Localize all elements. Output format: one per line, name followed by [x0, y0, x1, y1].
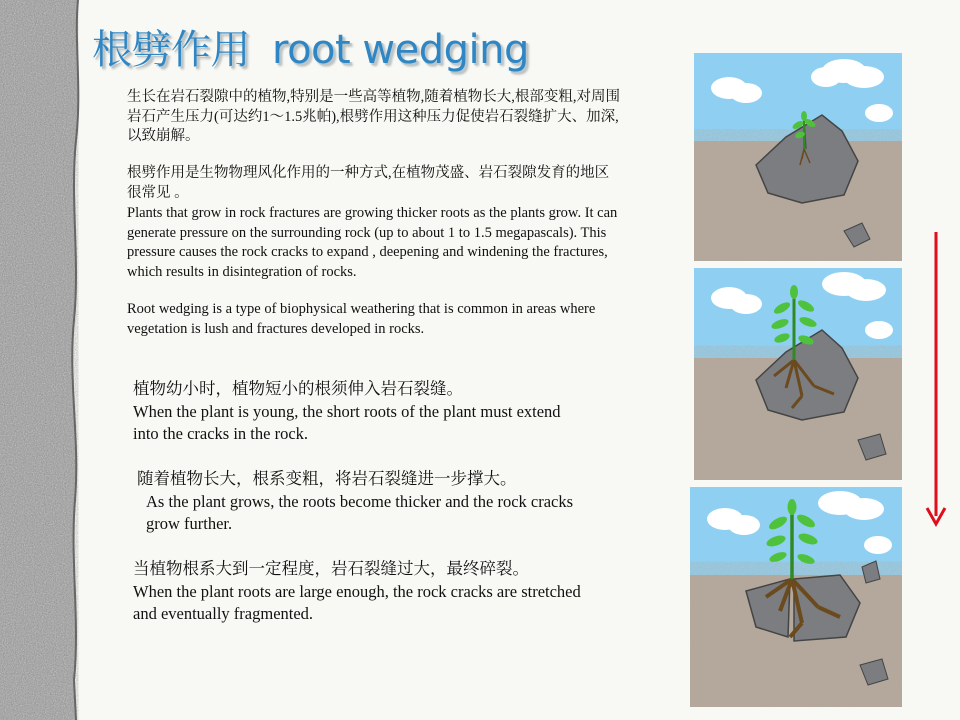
stage-2-picture: [694, 268, 902, 480]
stage-2-en: As the plant grows, the roots become thicker and the rock cracks grow further.: [146, 491, 574, 533]
slide-title: [92, 24, 529, 76]
stage-3-cn: 当植物根系大到一定程度，岩石裂缝过大，最终碎裂。: [133, 559, 529, 578]
stage-1-cn: 植物幼小时，植物短小的根须伸入岩石裂缝。: [133, 379, 463, 398]
stage-1-picture: [694, 53, 902, 261]
intro-paragraph-cn: 生长在岩石裂隙中的植物,特别是一些高等植物,随着植物长大,根部变粗,对周围岩石产生压力(可达约1～1.5兆帕),根劈作用这种压力促使岩石裂缝扩大、加深,以致崩解。: [127, 89, 620, 144]
stage-3-illustration: [690, 487, 902, 707]
title-cn: 根劈作用: [92, 27, 250, 73]
stage-1-illustration: [694, 53, 902, 261]
stage-3-caption: [133, 558, 583, 626]
stage-2-caption: [133, 468, 583, 536]
stage-3-en: When the plant roots are large enough, the rock cracks are stretched and eventually fragmented.: [133, 581, 581, 623]
stage-1-en: When the plant is young, the short roots of the plant must extend into the cracks in the rock.: [133, 401, 561, 443]
title-en: root wedging: [272, 27, 529, 73]
intro-paragraph-en: Plants that grow in rock fractures are growing thicker roots as the plants grow. It can generate pressure on the surrounding rock (up to about 1 to 1.5 megapascals). This pressure causes the rock cracks to expand , deepening and windening the fractures, which results in disintegration of rocks.: [127, 205, 618, 280]
down-arrow-icon: [924, 230, 948, 530]
stage-2-illustration: [694, 268, 902, 480]
stage-2-cn: 随着植物长大，根系变粗，将岩石裂缝进一步撑大。: [137, 469, 517, 488]
stage-1-caption: [133, 378, 583, 446]
definition-paragraph-cn: 根劈作用是生物物理风化作用的一种方式,在植物茂盛、岩石裂隙发育的地区很常见 。: [127, 165, 610, 201]
stage-3-picture: [690, 487, 902, 707]
granite-border: [0, 0, 80, 720]
definition-paragraph-en: Root wedging is a type of biophysical weathering that is common in areas where vegetation is lush and fractures developed in rocks.: [127, 301, 596, 337]
